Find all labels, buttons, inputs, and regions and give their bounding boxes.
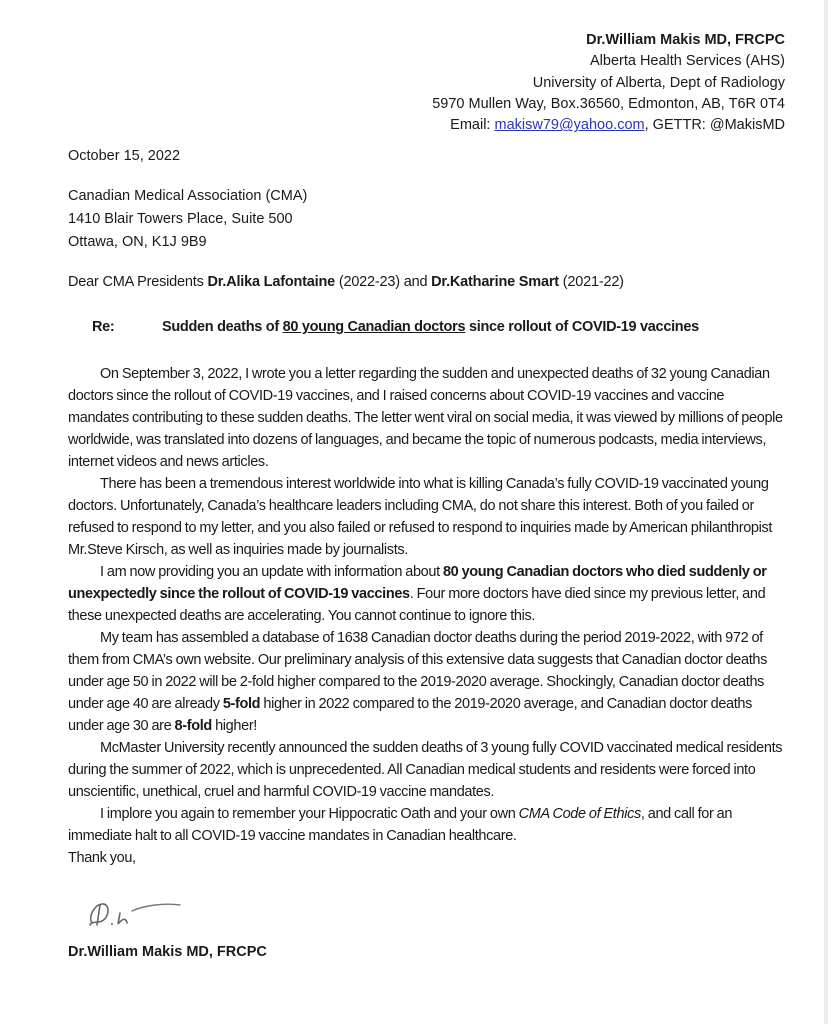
signature-name: Dr.William Makis MD, FRCPC: [68, 944, 267, 960]
salutation: [68, 274, 624, 290]
salutation-person-1: Dr.Alika Lafontaine: [207, 274, 335, 290]
letter-date: October 15, 2022: [68, 148, 181, 164]
subject-after: since rollout of COVID-19 vaccines: [465, 319, 699, 335]
subject-before: Sudden deaths of: [162, 319, 283, 335]
letter-body: [68, 363, 788, 869]
recipient-address: [68, 185, 307, 254]
handwritten-signature-icon: [80, 895, 190, 935]
p3-bold: 80 young Canadian doctors who died suddenly or unexpectedly since the rollout of COVID-19 vaccines: [68, 564, 767, 602]
subject-underlined: 80 young Canadian doctors: [282, 319, 466, 335]
closing: Thank you,: [68, 850, 136, 866]
p4-text-a: My team has assembled a database of 1638 Canadian doctor deaths during the period 2019-2022, with 972 of them from CMA’s own website. Our preliminary analysis of this extensive data suggests that Canadian doctor deaths under age 50 in 2022 will be 2-fold higher compared to the 2019-2020 average. Shockingly, Canadian doctor deaths under age 40 are already: [68, 630, 768, 712]
p6-text: I implore you again to remember your Hippocratic Oath and your own: [100, 806, 519, 822]
salutation-term-1: (2022-23) and: [335, 274, 432, 290]
salutation-person-2: Dr.Katharine Smart: [431, 274, 559, 290]
p4-text-b: higher in 2022 compared to the 2019-2020 average, and Canadian doctor deaths under age 30 are: [68, 696, 753, 734]
p6-text-after: , and call for an immediate halt to all COVID-19 vaccine mandates in Canadian healthcare.: [68, 806, 733, 844]
paragraph-1: On September 3, 2022, I wrote you a letter regarding the sudden and unexpected deaths of 32 young Canadian doctors since the rollout of COVID-19 vaccines, and I raised concerns about COVID-19 vaccines and vaccine mandates contributing to these sudden deaths. The letter went viral on social media, it was viewed by millions of people worldwide, was translated into dozens of languages, and became the topic of numerous podcasts, media interviews, internet videos and news articles.: [68, 366, 783, 470]
paragraph-5: McMaster University recently announced the sudden deaths of 3 young fully COVID vaccinated medical residents during the summer of 2022, which is unprecedented. All Canadian medical students and residents were forced into unscientific, unethical, cruel and harmful COVID-19 vaccine mandates.: [68, 740, 783, 800]
page-edge-border: [824, 0, 828, 1024]
paragraph-6: [68, 803, 788, 847]
recipient-line-1: Canadian Medical Association (CMA): [68, 188, 308, 204]
paragraph-4: [68, 627, 788, 737]
paragraph-2: There has been a tremendous interest worldwide into what is killing Canada’s fully COVID-19 vaccinated young doctors. Unfortunately, Canada’s healthcare leaders including CMA, do not share this interest. Both of you failed or refused to respond to my letter, and you also failed or refused to respond to inquiries made by American philanthropist Mr.Steve Kirsch, as well as inquiries made by journalists.: [68, 476, 773, 558]
sender-organization: Alberta Health Services (AHS): [589, 53, 785, 70]
recipient-line-2: 1410 Blair Towers Place, Suite 500: [68, 211, 293, 227]
salutation-term-2: (2021-22): [558, 274, 624, 290]
recipient-line-3: Ottawa, ON, K1J 9B9: [68, 234, 207, 250]
email-link[interactable]: makisw79@yahoo.com: [494, 117, 645, 134]
subject-line: [92, 319, 699, 335]
p3-text-after: . Four more doctors have died since my previous letter, and these unexpected deaths are accelerating. You cannot continue to ignore this.: [68, 586, 766, 624]
email-label: Email:: [450, 117, 495, 134]
letterhead: [432, 30, 785, 136]
p6-italic: CMA Code of Ethics: [518, 806, 641, 822]
sender-name: Dr.William Makis MD, FRCPC: [586, 32, 785, 48]
salutation-prefix: Dear CMA Presidents: [68, 274, 208, 290]
p4-bold-1: 5-fold: [222, 696, 261, 712]
subject-re-label: Re:: [92, 319, 115, 335]
paragraph-3: [68, 561, 788, 627]
p4-text-c: higher!: [211, 718, 257, 734]
sender-contact: [432, 115, 785, 136]
sender-department: University of Alberta, Dept of Radiology: [532, 74, 785, 91]
p4-bold-2: 8-fold: [174, 718, 212, 734]
p3-text: I am now providing you an update with information about: [100, 564, 443, 580]
sender-address: 5970 Mullen Way, Box.36560, Edmonton, AB, T6R 0T4: [432, 95, 785, 112]
gettr-handle: , GETTR: @MakisMD: [644, 117, 785, 134]
